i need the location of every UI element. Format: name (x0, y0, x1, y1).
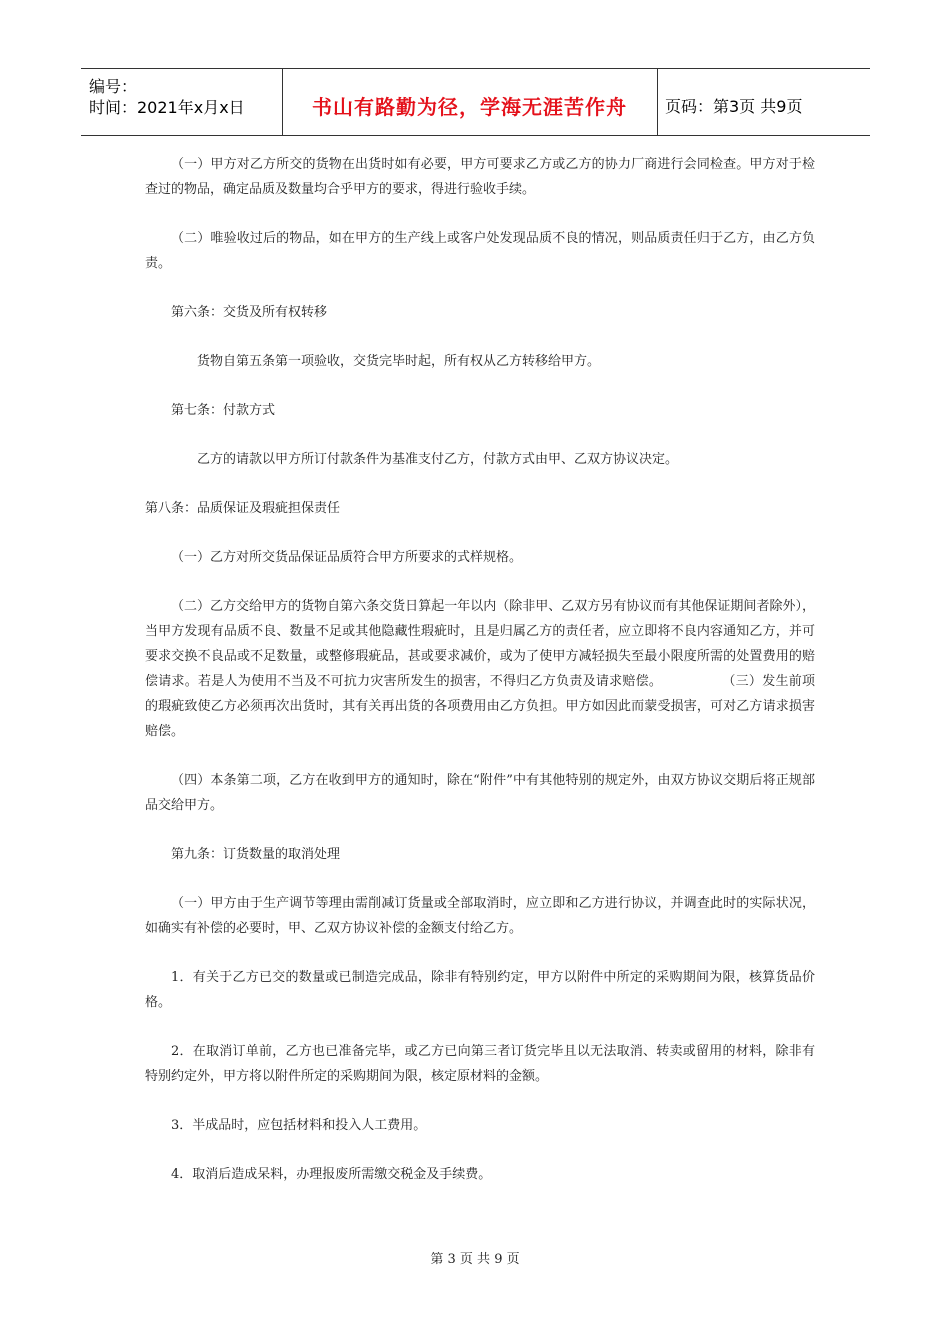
clause-paragraph-combined (145, 594, 815, 744)
list-item: 4．取消后造成呆料，办理报废所需缴交税金及手续费。 (171, 1167, 492, 1182)
list-item: 3．半成品时，应包括材料和投入人工费用。 (171, 1118, 427, 1133)
list-item: 1．有关于乙方已交的数量或已制造完成品，除非有特别约定，甲方以附件中所定的采购期间为限，核算货品价格。 (145, 970, 815, 1010)
clause-paragraph: （二）唯验收过后的物品，如在甲方的生产线上或客户处发现品质不良的情况，则品质责任归于乙方，由乙方负责。 (145, 231, 815, 271)
article-heading: 第六条：交货及所有权转移 (171, 305, 328, 320)
clause-paragraph: （一）甲方对乙方所交的货物在出货时如有必要，甲方可要求乙方或乙方的协力厂商进行会同检查。甲方对于检查过的物品，确定品质及数量均合乎甲方的要求，得进行验收手续。 (145, 157, 815, 197)
document-number-label: 编号： (89, 77, 138, 96)
document-date-label: 时间：2021年x月x日 (89, 98, 245, 117)
clause-paragraph: （一）乙方对所交货品保证品质符合甲方所要求的式样规格。 (171, 550, 523, 565)
page-footer: 第 3 页 共 9 页 (430, 1252, 520, 1267)
header-page-info: 页码：第3页 共9页 (665, 97, 803, 116)
article-heading: 第九条：订货数量的取消处理 (171, 847, 341, 862)
clause-paragraph: 货物自第五条第一项验收，交货完毕时起，所有权从乙方转移给甲方。 (197, 354, 601, 369)
header-meta-cell (81, 69, 283, 135)
header-page-cell (657, 69, 870, 135)
clause-paragraph: （四）本条第二项，乙方在收到甲方的通知时，除在“附件”中有其他特别的规定外，由双方协议交期后将正规部品交给甲方。 (145, 773, 815, 813)
document-body (145, 152, 815, 1211)
header-motto-cell (282, 69, 658, 135)
header-motto: 书山有路勤为径，学海无涯苦作舟 (312, 95, 627, 119)
clause-paragraph: 乙方的请款以甲方所订付款条件为基准支付乙方，付款方式由甲、乙双方协议决定。 (197, 452, 679, 467)
article-heading: 第七条：付款方式 (171, 403, 276, 418)
clause-paragraph: （一）甲方由于生产调节等理由需削减订货量或全部取消时，应立即和乙方进行协议，并调查此时的实际状况，如确实有补偿的必要时，甲、乙双方协议补偿的金额支付给乙方。 (145, 896, 815, 936)
article-heading: 第八条：品质保证及瑕疵担保责任 (145, 501, 341, 516)
clause-text: （二）乙方交给甲方的货物自第六条交货日算起一年以内（除非甲、乙双方另有协议而有其他保证期间者除外），当甲方发现有品质不良、数量不足或其他隐藏性瑕疵时，且是归属乙方的责任者，应立即将不良内容通知乙方，并可要求交换不良品或不足数量，或整修瑕疵品，甚或要求减价，或为了使甲方减轻损失至最小限度所需的处置费用的赔偿请求。若是人为使用不当及不可抗力灾害所发生的损害，不得归乙方负责及请求赔偿。 (145, 599, 815, 689)
clause-text: （三）发生前项的瑕疵致使乙方必须再次出货时，其有关再出货的各项费用由乙方负担。甲方如因此而蒙受损害，可对乙方请求损害赔偿。 (145, 674, 815, 739)
page-header (81, 68, 870, 136)
list-item: 2．在取消订单前，乙方也已准备完毕，或乙方已向第三者订货完毕且以无法取消、转卖或留用的材料，除非有特别约定外，甲方将以附件所定的采购期间为限，核定原材料的金额。 (145, 1044, 815, 1084)
